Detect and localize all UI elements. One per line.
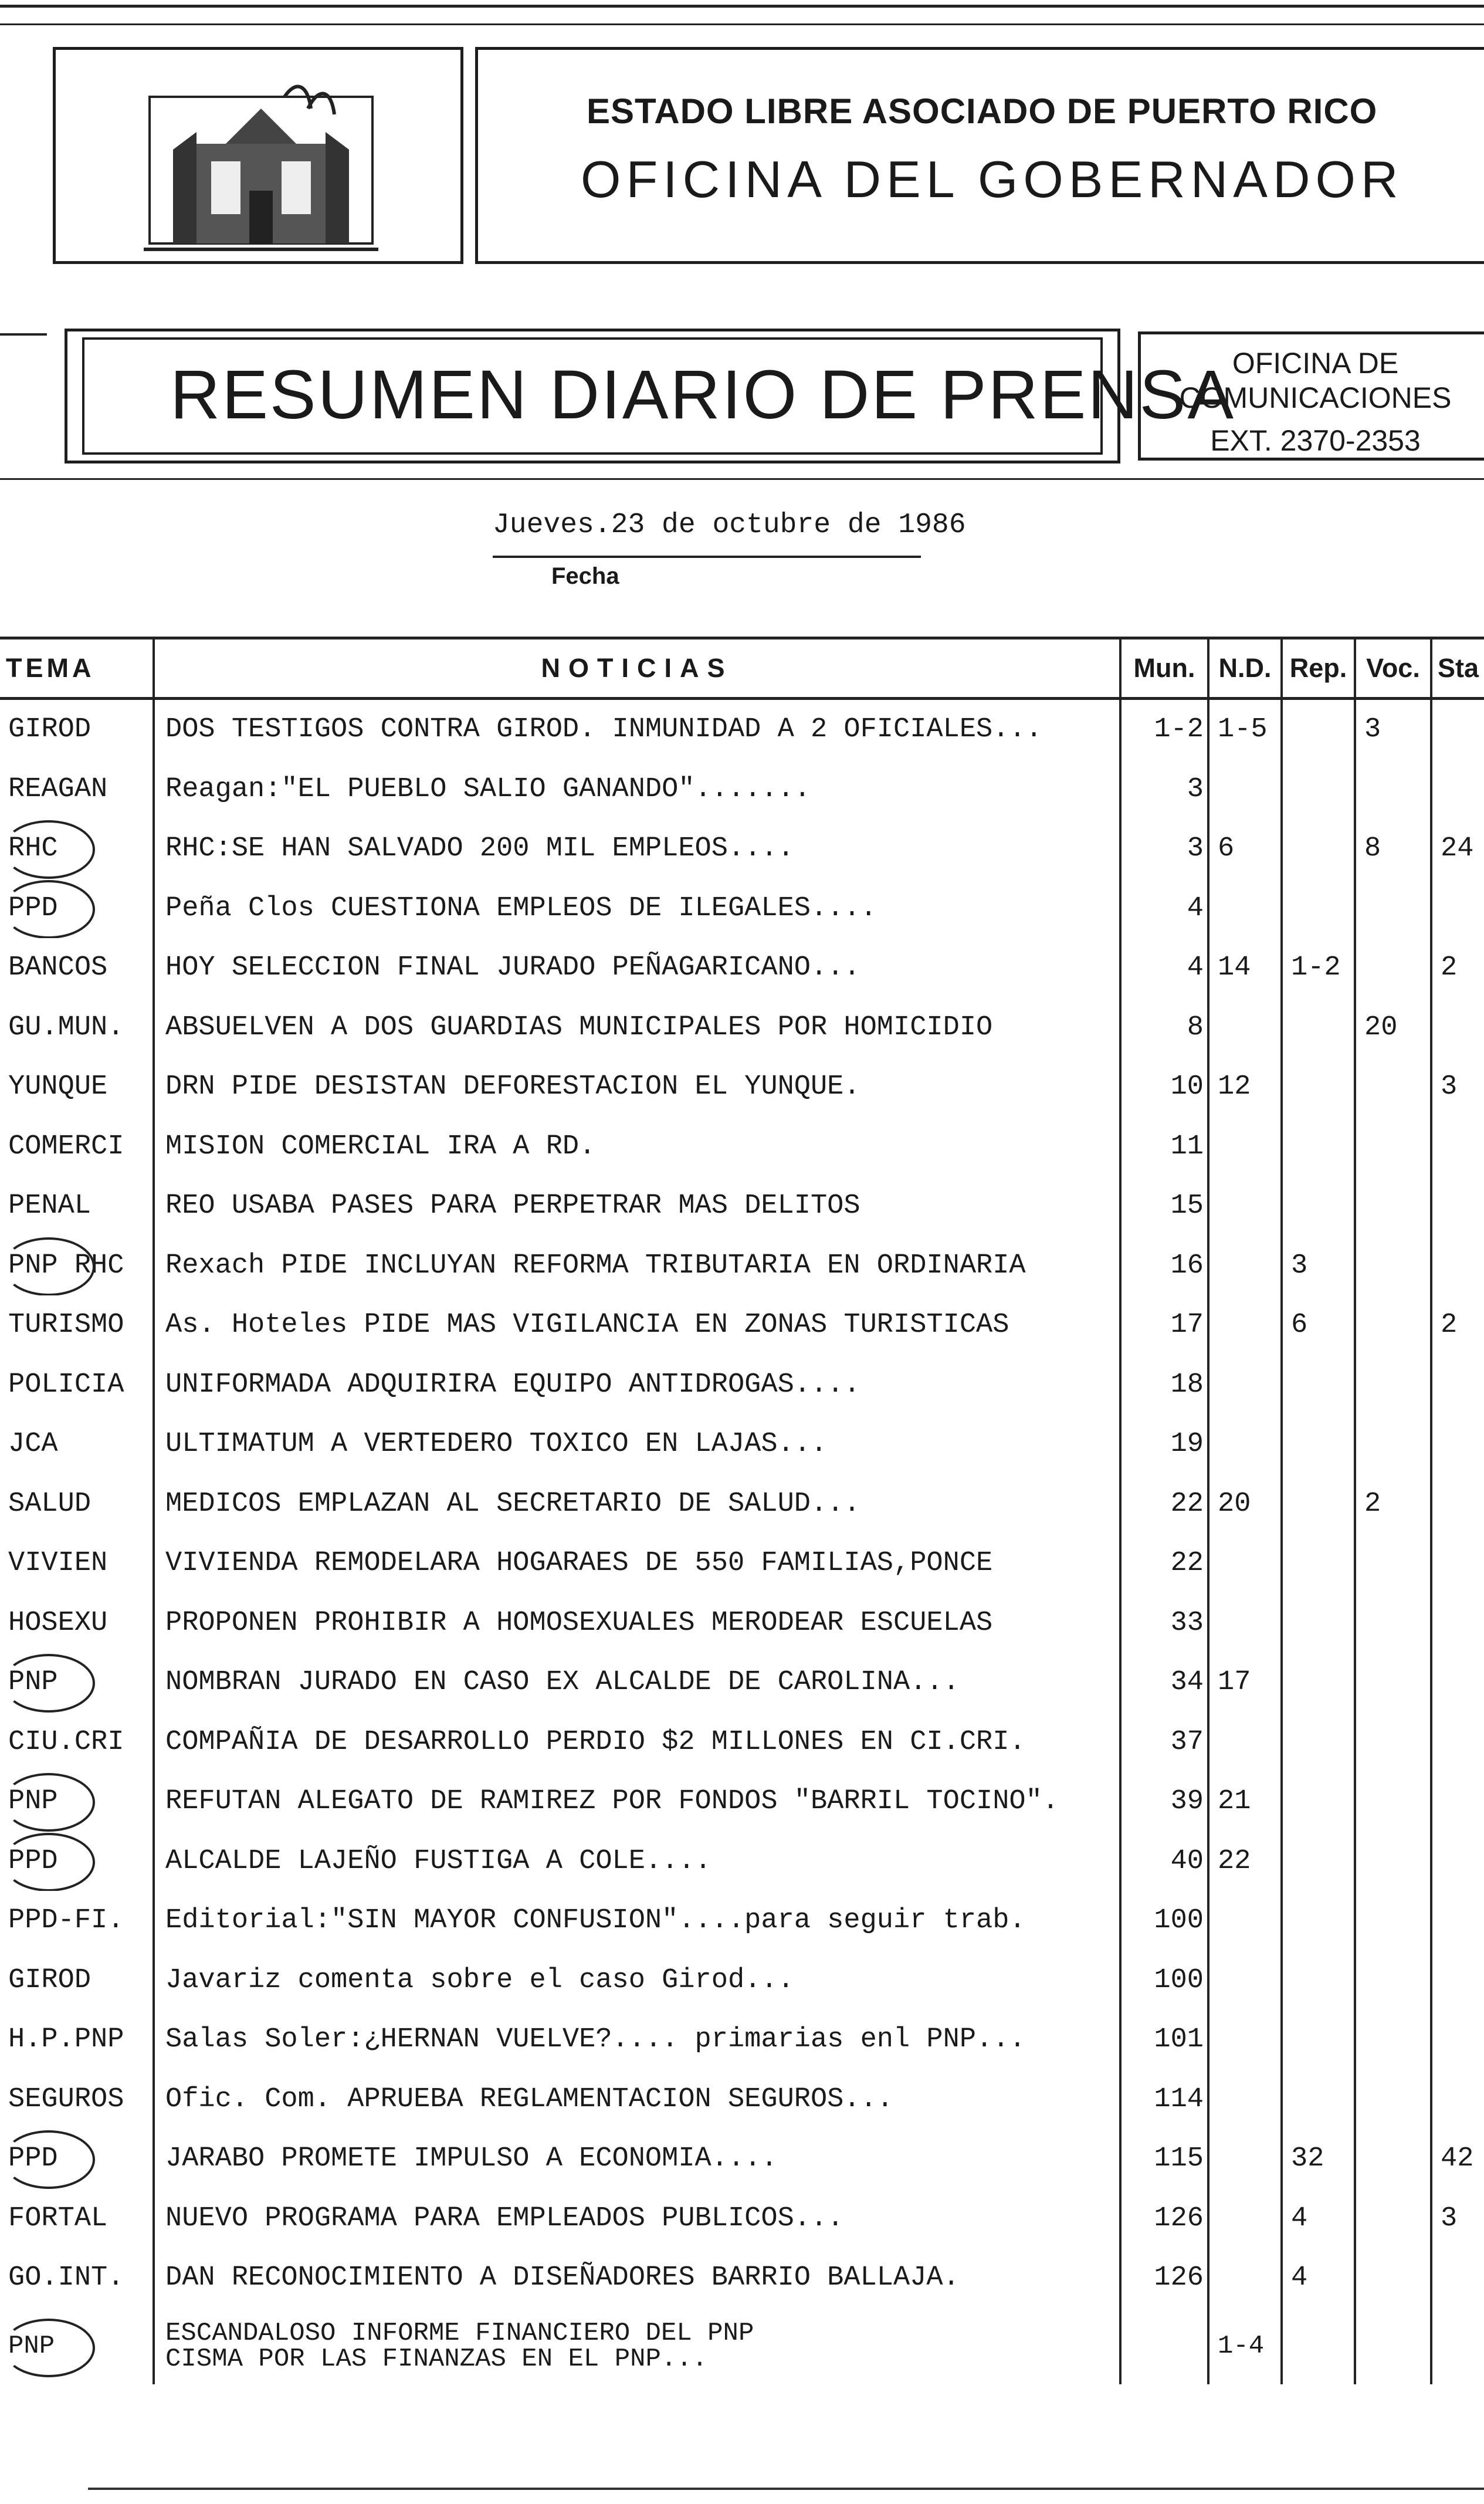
row-sta: 2	[1441, 952, 1458, 984]
office-line-1: OFICINA DE	[1232, 347, 1399, 380]
tema-label: BANCOS	[8, 952, 108, 984]
row-voc	[1355, 1057, 1431, 1117]
header-sta: Sta	[1431, 638, 1484, 699]
row-nd	[1208, 1415, 1282, 1474]
row-sta	[1431, 760, 1484, 820]
row-nd	[1208, 2129, 1282, 2189]
row-rep: 1-2	[1282, 938, 1355, 998]
row-voc	[1355, 1117, 1431, 1177]
top-rule-2	[0, 23, 1484, 25]
table-row	[0, 938, 1484, 998]
row-rep	[1282, 699, 1355, 760]
row-rep: 32	[1282, 2129, 1355, 2189]
row-noticia: ALCALDE LAJEÑO FUSTIGA A COLE....	[154, 1832, 1120, 1891]
row-noticia: ULTIMATUM A VERTEDERO TOXICO EN LAJAS...	[154, 1415, 1120, 1474]
noticia-line-1: ESCANDALOSO INFORME FINANCIERO DEL PNP	[165, 2318, 754, 2348]
row-sta	[1431, 699, 1484, 760]
tema-label: GIROD	[8, 714, 92, 746]
row-tema	[0, 938, 154, 998]
row-mun: 114	[1120, 2070, 1208, 2130]
table-row	[0, 2248, 1484, 2308]
row-nd: 17	[1208, 1653, 1282, 1713]
row-nd	[1208, 760, 1282, 820]
row-voc	[1355, 1713, 1431, 1772]
row-noticia: DAN RECONOCIMIENTO A DISEÑADORES BARRIO BALLAJA.	[154, 2248, 1120, 2308]
row-rep: 4	[1282, 2189, 1355, 2249]
row-rep	[1282, 1713, 1355, 1772]
date-value: Jueves.23 de octubre de 1986	[493, 509, 966, 541]
table-row	[0, 1713, 1484, 1772]
office-line-2: COMUNICACIONES	[1179, 381, 1452, 414]
row-voc: 20	[1355, 998, 1431, 1058]
row-rep	[1282, 1832, 1355, 1891]
row-voc	[1355, 1653, 1431, 1713]
banner-title: RESUMEN DIARIO DE PRENSA	[170, 356, 1236, 434]
row-mun: 100	[1120, 1951, 1208, 2011]
row-rep	[1282, 2010, 1355, 2070]
row-mun: 22	[1120, 1474, 1208, 1534]
row-nd	[1208, 2189, 1282, 2249]
date-label: Fecha	[551, 563, 619, 589]
tema-label: REAGAN	[8, 773, 108, 805]
row-noticia: REFUTAN ALEGATO DE RAMIREZ POR FONDOS "BARRIL TOCINO".	[154, 1772, 1120, 1832]
row-tema	[0, 2308, 154, 2384]
tema-label: COMERCI	[8, 1131, 124, 1162]
row-tema	[0, 1236, 154, 1296]
row-voc	[1355, 879, 1431, 939]
row-noticia: COMPAÑIA DE DESARROLLO PERDIO $2 MILLONES EN CI.CRI.	[154, 1713, 1120, 1772]
row-nd	[1208, 1117, 1282, 1177]
table-row	[0, 1117, 1484, 1177]
row-voc	[1355, 1355, 1431, 1415]
row-tema	[0, 1772, 154, 1832]
row-nd: 1-4	[1208, 2308, 1282, 2384]
table-row	[0, 1236, 1484, 1296]
row-tema	[0, 2189, 154, 2249]
table-row	[0, 998, 1484, 1058]
table-row	[0, 819, 1484, 879]
row-sta	[1431, 2070, 1484, 2130]
row-mun: 1-2	[1120, 699, 1208, 760]
row-tema	[0, 2010, 154, 2070]
row-sta	[1431, 879, 1484, 939]
tema-label: VIVIEN	[8, 1548, 108, 1579]
row-rep: 4	[1282, 2248, 1355, 2308]
row-rep	[1282, 819, 1355, 879]
row-voc	[1355, 760, 1431, 820]
row-tema	[0, 1474, 154, 1534]
row-noticia	[154, 2308, 1120, 2384]
row-voc	[1355, 1236, 1431, 1296]
table-row	[0, 1593, 1484, 1653]
row-noticia: NOMBRAN JURADO EN CASO EX ALCALDE DE CAROLINA...	[154, 1653, 1120, 1713]
row-mun: 16	[1120, 1236, 1208, 1296]
row-rep	[1282, 1772, 1355, 1832]
row-voc	[1355, 1891, 1431, 1951]
row-tema	[0, 1832, 154, 1891]
row-noticia: VIVIENDA REMODELARA HOGARAES DE 550 FAMILIAS,PONCE	[154, 1534, 1120, 1593]
row-sta	[1431, 1117, 1484, 1177]
tema-label: PNP RHC	[8, 1250, 124, 1281]
row-noticia: DRN PIDE DESISTAN DEFORESTACION EL YUNQUE.	[154, 1057, 1120, 1117]
row-sta	[1431, 2308, 1484, 2384]
header-line-2: OFICINA DEL GOBERNADOR	[581, 150, 1404, 208]
table-row	[0, 1295, 1484, 1355]
row-mun: 11	[1120, 1117, 1208, 1177]
header-rep: Rep.	[1282, 638, 1355, 699]
row-nd	[1208, 879, 1282, 939]
header-tema: TEMA	[0, 638, 154, 699]
row-rep	[1282, 1415, 1355, 1474]
row-mun: 22	[1120, 1534, 1208, 1593]
news-table	[0, 637, 1484, 2384]
row-sta	[1431, 1534, 1484, 1593]
tema-label: PNP	[8, 1786, 58, 1818]
row-mun: 8	[1120, 998, 1208, 1058]
office-extension: EXT. 2370-2353	[1210, 424, 1421, 457]
tema-label: PPD-FI.	[8, 1905, 124, 1937]
tema-label: TURISMO	[8, 1309, 124, 1341]
row-nd: 14	[1208, 938, 1282, 998]
table-row	[0, 2129, 1484, 2189]
table-row	[0, 699, 1484, 760]
row-sta: 3	[1441, 2202, 1458, 2234]
row-sta	[1431, 1653, 1484, 1713]
table-row	[0, 1772, 1484, 1832]
row-voc	[1355, 2070, 1431, 2130]
row-rep	[1282, 1057, 1355, 1117]
row-mun: 34	[1120, 1653, 1208, 1713]
row-voc: 2	[1355, 1474, 1431, 1534]
row-rep	[1282, 1355, 1355, 1415]
tema-label: GIROD	[8, 1964, 92, 1996]
row-noticia: Reagan:"EL PUEBLO SALIO GANANDO".......	[154, 760, 1120, 820]
row-voc: 8	[1355, 819, 1431, 879]
row-nd: 12	[1208, 1057, 1282, 1117]
row-tema	[0, 1593, 154, 1653]
table-row	[0, 2010, 1484, 2070]
row-tema	[0, 879, 154, 939]
row-mun: 100	[1120, 1891, 1208, 1951]
row-nd: 21	[1208, 1772, 1282, 1832]
row-voc	[1355, 2129, 1431, 2189]
row-mun: 15	[1120, 1176, 1208, 1236]
tema-label: PPD	[8, 892, 58, 924]
row-noticia: As. Hoteles PIDE MAS VIGILANCIA EN ZONAS TURISTICAS	[154, 1295, 1120, 1355]
row-noticia: ABSUELVEN A DOS GUARDIAS MUNICIPALES POR HOMICIDIO	[154, 998, 1120, 1058]
row-mun: 19	[1120, 1415, 1208, 1474]
header-voc: Voc.	[1355, 638, 1431, 699]
row-mun: 18	[1120, 1355, 1208, 1415]
row-sta	[1431, 1772, 1484, 1832]
row-rep	[1282, 1534, 1355, 1593]
row-voc	[1355, 2308, 1431, 2384]
row-tema	[0, 1117, 154, 1177]
row-mun: 3	[1120, 760, 1208, 820]
row-voc: 3	[1355, 699, 1431, 760]
header-noticias: NOTICIAS	[154, 638, 1120, 699]
row-nd	[1208, 1951, 1282, 2011]
noticia-line-2: CISMA POR LAS FINANZAS EN EL PNP...	[165, 2344, 708, 2374]
row-mun: 101	[1120, 2010, 1208, 2070]
row-nd	[1208, 1355, 1282, 1415]
row-tema	[0, 2248, 154, 2308]
row-rep	[1282, 760, 1355, 820]
row-voc	[1355, 1951, 1431, 2011]
row-mun: 4	[1120, 879, 1208, 939]
row-sta	[1431, 1355, 1484, 1415]
header-nd: N.D.	[1208, 638, 1282, 699]
row-sta: 3	[1441, 1071, 1458, 1103]
tema-label: SEGUROS	[8, 2083, 124, 2115]
bottom-rule	[88, 2488, 1484, 2490]
table-row	[0, 1832, 1484, 1891]
tema-label: PNP	[8, 2331, 55, 2361]
date-underline	[493, 556, 921, 558]
row-rep	[1282, 879, 1355, 939]
tema-label: JCA	[8, 1429, 58, 1460]
tema-label: RHC	[8, 833, 58, 865]
row-noticia: Salas Soler:¿HERNAN VUELVE?.... primarias enl PNP...	[154, 2010, 1120, 2070]
row-noticia: NUEVO PROGRAMA PARA EMPLEADOS PUBLICOS...	[154, 2189, 1120, 2249]
row-nd: 20	[1208, 1474, 1282, 1534]
row-tema	[0, 760, 154, 820]
row-rep	[1282, 998, 1355, 1058]
row-sta	[1431, 1891, 1484, 1951]
table-row	[0, 1951, 1484, 2011]
table-row	[0, 1355, 1484, 1415]
row-sta	[1431, 1474, 1484, 1534]
row-sta	[1431, 998, 1484, 1058]
row-mun: 40	[1120, 1832, 1208, 1891]
table-row	[0, 879, 1484, 939]
government-seal-icon	[109, 73, 414, 264]
row-nd: 1-5	[1208, 699, 1282, 760]
row-mun: 17	[1120, 1295, 1208, 1355]
row-noticia: RHC:SE HAN SALVADO 200 MIL EMPLEOS....	[154, 819, 1120, 879]
row-sta	[1431, 2010, 1484, 2070]
table-row	[0, 1653, 1484, 1713]
table-row	[0, 2189, 1484, 2249]
row-tema	[0, 1415, 154, 1474]
row-nd	[1208, 998, 1282, 1058]
tema-label: PPD	[8, 2143, 58, 2175]
row-noticia: HOY SELECCION FINAL JURADO PEÑAGARICANO...	[154, 938, 1120, 998]
row-voc	[1355, 1772, 1431, 1832]
row-mun: 39	[1120, 1772, 1208, 1832]
row-voc	[1355, 1415, 1431, 1474]
row-nd	[1208, 2248, 1282, 2308]
row-sta	[1431, 1832, 1484, 1891]
row-sta: 42	[1441, 2143, 1474, 2175]
row-nd	[1208, 1534, 1282, 1593]
row-sta	[1431, 1415, 1484, 1474]
row-voc	[1355, 1593, 1431, 1653]
header-line-1: ESTADO LIBRE ASOCIADO DE PUERTO RICO	[587, 92, 1378, 131]
row-rep	[1282, 1891, 1355, 1951]
row-tema	[0, 998, 154, 1058]
tema-label: FORTAL	[8, 2202, 108, 2234]
row-tema	[0, 699, 154, 760]
table-row	[0, 760, 1484, 820]
row-sta	[1431, 1236, 1484, 1296]
row-rep	[1282, 2308, 1355, 2384]
row-mun: 10	[1120, 1057, 1208, 1117]
row-nd	[1208, 1593, 1282, 1653]
row-rep: 3	[1282, 1236, 1355, 1296]
row-voc	[1355, 2248, 1431, 2308]
table-row	[0, 1534, 1484, 1593]
row-noticia: Editorial:"SIN MAYOR CONFUSION"....para seguir trab.	[154, 1891, 1120, 1951]
row-sta	[1431, 1593, 1484, 1653]
table-row	[0, 1176, 1484, 1236]
row-tema	[0, 1176, 154, 1236]
row-mun: 126	[1120, 2248, 1208, 2308]
header-mun: Mun.	[1120, 638, 1208, 699]
row-noticia: Rexach PIDE INCLUYAN REFORMA TRIBUTARIA EN ORDINARIA	[154, 1236, 1120, 1296]
row-voc	[1355, 938, 1431, 998]
table-header-row	[0, 638, 1484, 699]
tema-label: PNP	[8, 1667, 58, 1698]
row-voc	[1355, 1832, 1431, 1891]
tema-label: PENAL	[8, 1190, 92, 1222]
row-nd: 6	[1208, 819, 1282, 879]
row-nd	[1208, 1295, 1282, 1355]
table-row	[0, 1891, 1484, 1951]
row-tema	[0, 1295, 154, 1355]
row-nd	[1208, 1236, 1282, 1296]
row-rep	[1282, 1474, 1355, 1534]
tema-label: YUNQUE	[8, 1071, 108, 1103]
tema-label: HOSEXU	[8, 1607, 108, 1639]
top-rule	[0, 5, 1484, 8]
row-noticia: Ofic. Com. APRUEBA REGLAMENTACION SEGUROS...	[154, 2070, 1120, 2130]
tema-label: POLICIA	[8, 1369, 124, 1400]
row-mun	[1120, 2308, 1208, 2384]
tema-label: PPD	[8, 1845, 58, 1877]
row-tema	[0, 1951, 154, 2011]
row-rep	[1282, 1117, 1355, 1177]
row-mun: 4	[1120, 938, 1208, 998]
row-noticia: Javariz comenta sobre el caso Girod...	[154, 1951, 1120, 2011]
row-tema	[0, 2070, 154, 2130]
tema-label: CIU.CRI	[8, 1726, 124, 1758]
row-noticia: JARABO PROMETE IMPULSO A ECONOMIA....	[154, 2129, 1120, 2189]
tema-label: SALUD	[8, 1488, 92, 1520]
row-tema	[0, 1653, 154, 1713]
row-rep	[1282, 1951, 1355, 2011]
row-mun: 126	[1120, 2189, 1208, 2249]
row-tema	[0, 1057, 154, 1117]
table-row	[0, 2070, 1484, 2130]
tema-label: H.P.PNP	[8, 2024, 124, 2056]
row-rep	[1282, 1593, 1355, 1653]
table-row	[0, 1057, 1484, 1117]
row-tema	[0, 1891, 154, 1951]
row-nd: 22	[1208, 1832, 1282, 1891]
row-tema	[0, 1713, 154, 1772]
row-nd	[1208, 2070, 1282, 2130]
row-voc	[1355, 1534, 1431, 1593]
tema-label: GO.INT.	[8, 2262, 124, 2294]
row-voc	[1355, 2010, 1431, 2070]
row-noticia: REO USABA PASES PARA PERPETRAR MAS DELITOS	[154, 1176, 1120, 1236]
row-sta: 2	[1441, 1309, 1458, 1341]
row-sta	[1431, 1713, 1484, 1772]
row-nd	[1208, 2010, 1282, 2070]
tema-label: GU.MUN.	[8, 1011, 124, 1043]
row-rep	[1282, 1653, 1355, 1713]
row-noticia: DOS TESTIGOS CONTRA GIROD. INMUNIDAD A 2 OFICIALES...	[154, 699, 1120, 760]
row-nd	[1208, 1713, 1282, 1772]
row-voc	[1355, 1176, 1431, 1236]
row-noticia: MEDICOS EMPLAZAN AL SECRETARIO DE SALUD...	[154, 1474, 1120, 1534]
row-tema	[0, 2129, 154, 2189]
table-row	[0, 2308, 1484, 2384]
row-voc	[1355, 2189, 1431, 2249]
row-noticia: MISION COMERCIAL IRA A RD.	[154, 1117, 1120, 1177]
banner-bottom-rule	[0, 478, 1484, 480]
row-sta: 24	[1441, 833, 1474, 865]
row-voc	[1355, 1295, 1431, 1355]
row-rep	[1282, 1176, 1355, 1236]
row-noticia: PROPONEN PROHIBIR A HOMOSEXUALES MERODEAR ESCUELAS	[154, 1593, 1120, 1653]
row-mun: 33	[1120, 1593, 1208, 1653]
row-tema	[0, 1355, 154, 1415]
table-row	[0, 1474, 1484, 1534]
row-mun: 3	[1120, 819, 1208, 879]
banner-left-tick	[0, 333, 47, 336]
row-tema	[0, 819, 154, 879]
row-nd	[1208, 1891, 1282, 1951]
row-mun: 37	[1120, 1713, 1208, 1772]
row-sta	[1431, 1951, 1484, 2011]
row-noticia: UNIFORMADA ADQUIRIRA EQUIPO ANTIDROGAS....	[154, 1355, 1120, 1415]
table-row	[0, 1415, 1484, 1474]
row-sta	[1431, 1176, 1484, 1236]
row-tema	[0, 1534, 154, 1593]
row-sta	[1431, 2248, 1484, 2308]
row-mun: 115	[1120, 2129, 1208, 2189]
row-rep: 6	[1282, 1295, 1355, 1355]
communications-box	[1138, 331, 1484, 461]
row-noticia: Peña Clos CUESTIONA EMPLEOS DE ILEGALES....	[154, 879, 1120, 939]
row-rep	[1282, 2070, 1355, 2130]
row-nd	[1208, 1176, 1282, 1236]
